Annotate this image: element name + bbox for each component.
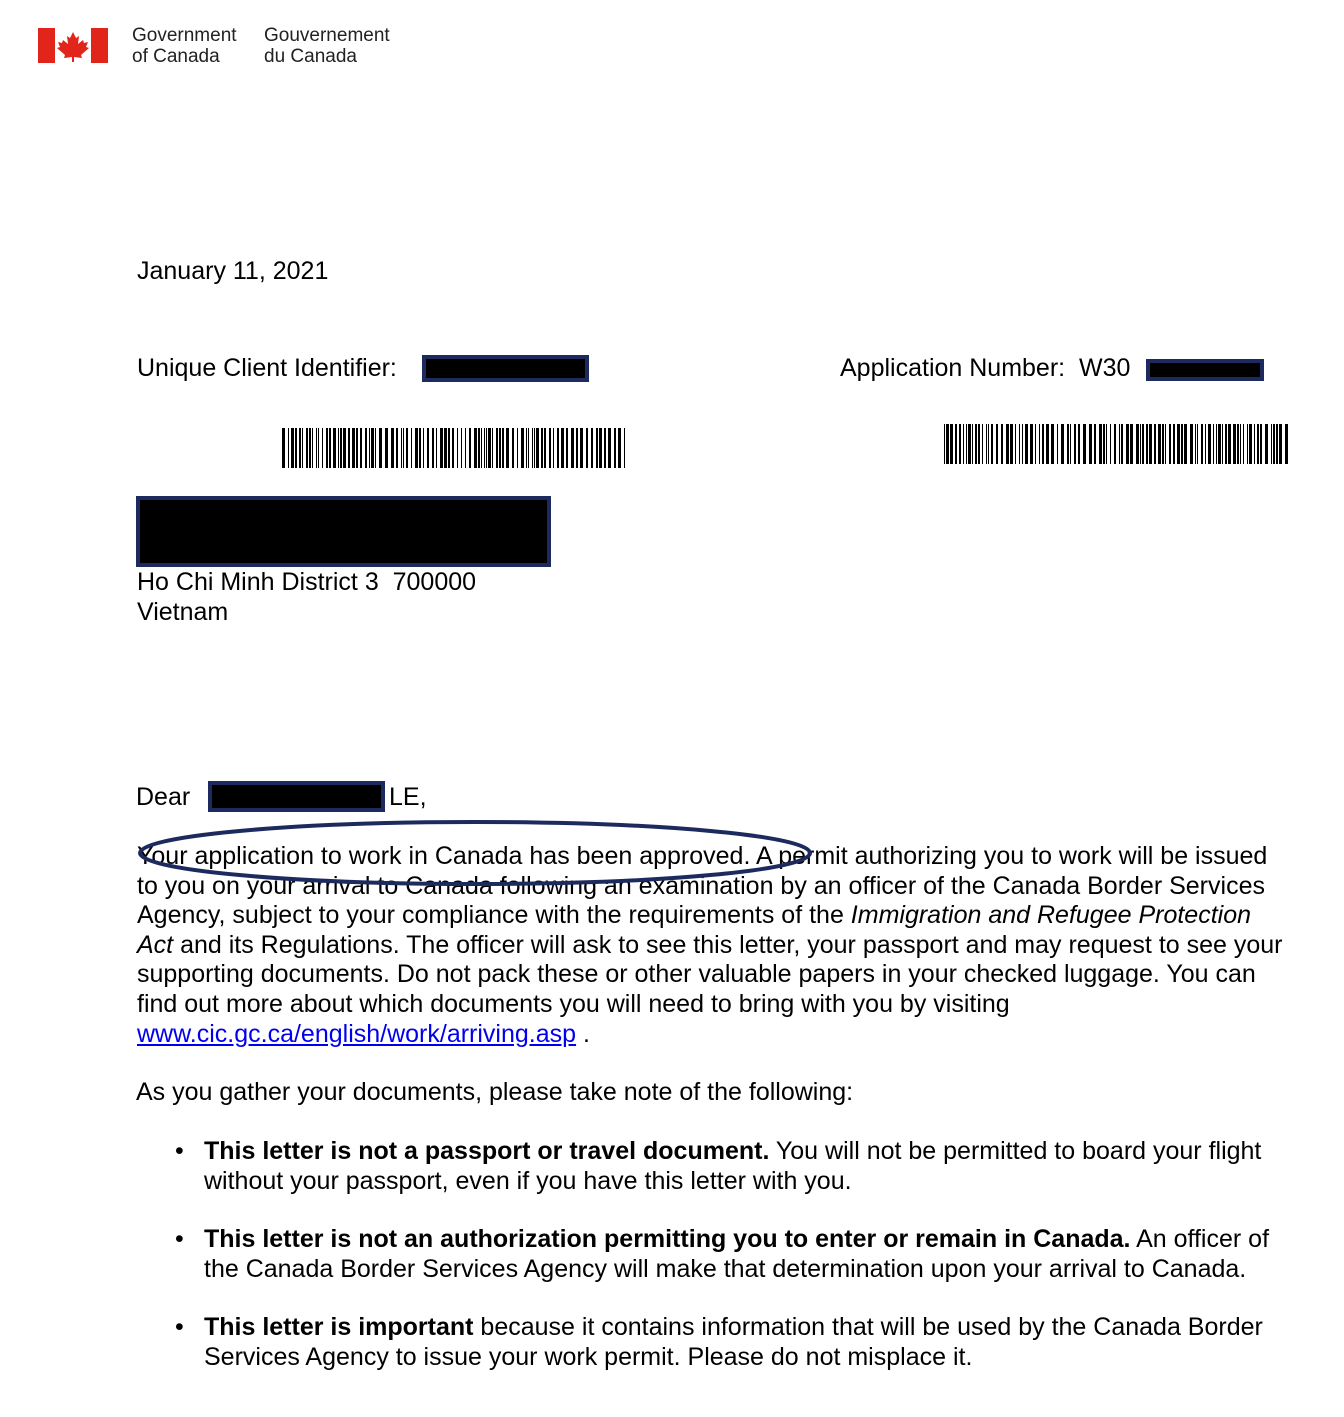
barcode-bar — [1094, 424, 1096, 464]
barcode-bar — [488, 428, 491, 468]
barcode-bar — [326, 428, 328, 468]
letter-date: January 11, 2021 — [137, 257, 329, 285]
barcode-bar — [1110, 424, 1111, 464]
barcode-bar — [1022, 424, 1023, 464]
barcode-bar — [532, 428, 533, 468]
barcode-bar — [1249, 424, 1252, 464]
barcode-bar — [946, 424, 949, 464]
barcode-bar — [944, 424, 945, 464]
barcode-bar — [481, 428, 482, 468]
barcode-bar — [448, 428, 450, 468]
barcode-bar — [1019, 424, 1020, 464]
barcode-bar — [411, 428, 412, 468]
barcode-bar — [1126, 424, 1129, 464]
circle-annotation — [135, 818, 825, 890]
paragraph-end: . — [576, 1019, 590, 1048]
barcode-bar — [436, 428, 437, 468]
barcode-bar — [975, 424, 977, 464]
barcode-bar — [576, 428, 578, 468]
barcode-bar — [1222, 424, 1223, 464]
barcode-bar — [553, 428, 554, 468]
barcode-bar — [295, 428, 297, 468]
barcode-bar — [1233, 424, 1236, 464]
barcode-bar — [1158, 424, 1161, 464]
note-item — [137, 1225, 1287, 1284]
barcode-bar — [1099, 424, 1102, 464]
note-item — [137, 1313, 1287, 1372]
barcode-bar — [329, 428, 331, 468]
barcode-bar — [1162, 424, 1164, 464]
barcode-bar — [1243, 424, 1244, 464]
barcode-bar — [950, 424, 953, 464]
barcode-bar — [966, 424, 967, 464]
barcode-bar — [526, 428, 527, 468]
barcode-bar — [379, 428, 382, 468]
barcode-bar — [1078, 424, 1080, 464]
barcode-bar — [299, 428, 301, 468]
barcode-bar — [282, 428, 285, 468]
note-heading: This letter is not an authorization permitting you to enter or remain in Canada. — [204, 1225, 1131, 1254]
application-number-label-text: Application Number: — [840, 354, 1066, 382]
barcode-bar — [1208, 424, 1211, 464]
barcode-bar — [566, 428, 568, 468]
barcode-bar — [1070, 424, 1071, 464]
barcode-bar — [352, 428, 355, 468]
barcode-bar — [484, 428, 485, 468]
barcode-bar — [369, 428, 370, 468]
application-barcode — [944, 424, 1289, 464]
application-number-prefix: W30 — [1079, 354, 1131, 382]
barcode-bar — [986, 424, 987, 464]
barcode-bar — [1237, 424, 1239, 464]
barcode-bar — [608, 428, 611, 468]
barcode-bar — [486, 428, 487, 468]
bullet-icon: • — [175, 1225, 184, 1254]
barcode-bar — [396, 428, 398, 468]
application-number-redaction — [1146, 359, 1264, 381]
canada-flag-logo — [38, 28, 108, 63]
barcode-bar — [452, 428, 454, 468]
approval-statement: Your application to work in Canada has been approved. — [137, 842, 751, 870]
barcode-bar — [403, 428, 404, 468]
permit-conditions-text: A permit authorizing you to work will be issued to you on your arrival to Canada following an examination by an officer of the Canada Border Services Agency, subject to your compliance with the requirements of the — [137, 842, 1268, 930]
given-name-redaction — [208, 781, 385, 812]
barcode-bar — [557, 428, 559, 468]
barcode-bar — [1121, 424, 1123, 464]
barcode-bar — [343, 428, 346, 468]
barcode-bar — [599, 428, 602, 468]
barcode-bar — [333, 428, 336, 468]
barcode-bar — [1154, 424, 1156, 464]
barcode-bar — [1074, 424, 1076, 464]
bullet-icon: • — [175, 1137, 184, 1165]
barcode-bar — [586, 428, 588, 468]
note-text: An officer of the Canada Border Services Agency will make that determination upon your arrival to Canada. — [204, 1225, 1270, 1283]
barcode-bar — [571, 428, 574, 468]
barcode-bar — [618, 428, 621, 468]
barcode-bar — [478, 428, 480, 468]
barcode-bar — [1130, 424, 1133, 464]
barcode-bar — [534, 428, 535, 468]
barcode-bar — [996, 424, 998, 464]
barcode-bar — [1142, 424, 1144, 464]
barcode-bar — [1083, 424, 1086, 464]
barcode-bar — [1067, 424, 1069, 464]
barcode-bar — [1195, 424, 1196, 464]
barcode-bar — [338, 428, 339, 468]
barcode-bar — [561, 428, 564, 468]
barcode-bar — [1103, 424, 1105, 464]
barcode-bar — [1089, 424, 1092, 464]
officer-instructions-text: and its Regulations. The officer will ask to see this letter, your passport and may request to see your supporting documents. Do not pack these or other valuable papers in your checked luggage. You can find out more about which documents you will need to bring with you by visiting — [137, 930, 1283, 1018]
uci-barcode — [282, 428, 627, 468]
note-text: You will not be permitted to board your flight without your passport, even if you have this letter with you. — [204, 1137, 1262, 1195]
barcode-bar — [1035, 424, 1036, 464]
barcode-bar — [309, 428, 311, 468]
irpa-act-name: Immigration and Refugee Protection Act — [137, 901, 1252, 959]
barcode-bar — [306, 428, 308, 468]
barcode-bar — [1257, 424, 1259, 464]
barcode-bar — [385, 428, 388, 468]
barcode-bar — [591, 428, 593, 468]
barcode-bar — [288, 428, 289, 468]
barcode-bar — [340, 428, 342, 468]
application-number-label — [840, 354, 1130, 384]
barcode-bar — [502, 428, 504, 468]
government-of-canada-en — [132, 25, 237, 67]
barcode-bar — [1225, 424, 1227, 464]
barcode-bar — [406, 428, 408, 468]
address-line2: Vietnam — [137, 597, 229, 626]
barcode-bar — [1201, 424, 1203, 464]
barcode-bar — [1260, 424, 1262, 464]
barcode-bar — [423, 428, 424, 468]
barcode-bar — [1247, 424, 1248, 464]
notes-list — [137, 1137, 1287, 1402]
barcode-bar — [544, 428, 546, 468]
barcode-bar — [1006, 424, 1009, 464]
barcode-bar — [1197, 424, 1198, 464]
salutation-surname: LE, — [389, 783, 427, 811]
barcode-bar — [1213, 424, 1214, 464]
barcode-bar — [1039, 424, 1040, 464]
barcode-bar — [1228, 424, 1231, 464]
barcode-bar — [988, 424, 989, 464]
barcode-bar — [596, 428, 598, 468]
barcode-bar — [1057, 424, 1058, 464]
barcode-bar — [348, 428, 350, 468]
barcode-bar — [492, 428, 493, 468]
barcode-bar — [499, 428, 501, 468]
barcode-bar — [419, 428, 421, 468]
note-item — [137, 1137, 1287, 1196]
barcode-bar — [461, 428, 462, 468]
barcode-bar — [1119, 424, 1120, 464]
maple-leaf-icon — [38, 28, 108, 63]
note-text: because it contains information that will be used by the Canada Border Services Agency to issue your work permit. Please do not misplace it. — [204, 1313, 1263, 1371]
barcode-bar — [1146, 424, 1148, 464]
barcode-bar — [1181, 424, 1183, 464]
barcode-bar — [1173, 424, 1175, 464]
barcode-bar — [415, 428, 418, 468]
barcode-bar — [1218, 424, 1221, 464]
barcode-bar — [302, 428, 303, 468]
barcode-bar — [512, 428, 514, 468]
barcode-bar — [1265, 424, 1268, 464]
barcode-bar — [1190, 424, 1193, 464]
note-heading: This letter is important — [204, 1313, 474, 1342]
barcode-bar — [1114, 424, 1116, 464]
barcode-bar — [1140, 424, 1141, 464]
barcode-bar — [322, 428, 323, 468]
barcode-bar — [432, 428, 434, 468]
barcode-bar — [1273, 424, 1275, 464]
address-line1: Ho Chi Minh District 3 700000 — [137, 568, 477, 596]
documents-intro: As you gather your documents, please take note of the following: — [136, 1078, 854, 1106]
barcode-bar — [624, 428, 625, 468]
barcode-bar — [1149, 424, 1152, 464]
uci-redaction — [422, 355, 589, 382]
barcode-bar — [1015, 424, 1016, 464]
barcode-bar — [955, 424, 957, 464]
address-block — [137, 568, 476, 627]
barcode-bar — [316, 428, 317, 468]
barcode-bar — [312, 428, 313, 468]
barcode-bar — [1001, 424, 1003, 464]
barcode-bar — [1042, 424, 1044, 464]
header-en-line2: of Canada — [132, 46, 220, 67]
barcode-bar — [506, 428, 509, 468]
barcode-bar — [1106, 424, 1107, 464]
barcode-bar — [1240, 424, 1241, 464]
barcode-bar — [982, 424, 983, 464]
barcode-bar — [1010, 424, 1013, 464]
barcode-bar — [1271, 424, 1272, 464]
barcode-bar — [474, 428, 477, 468]
barcode-bar — [549, 428, 551, 468]
barcode-bar — [1061, 424, 1064, 464]
barcode-bar — [1279, 424, 1282, 464]
barcode-bar — [1136, 424, 1139, 464]
name-address-redaction — [136, 496, 551, 567]
barcode-bar — [440, 428, 443, 468]
barcode-bar — [371, 428, 374, 468]
barcode-bar — [1030, 424, 1033, 464]
header-fr-line2: du Canada — [264, 46, 357, 67]
barcode-bar — [541, 428, 543, 468]
government-of-canada-fr — [264, 25, 390, 67]
cic-arriving-link[interactable]: www.cic.gc.ca/english/work/arriving.asp — [137, 1019, 577, 1048]
barcode-bar — [517, 428, 518, 468]
barcode-bar — [972, 424, 973, 464]
barcode-bar — [375, 428, 376, 468]
header-fr-line1: Gouvernement — [264, 25, 390, 46]
barcode-bar — [1051, 424, 1054, 464]
barcode-bar — [963, 424, 964, 464]
barcode-bar — [444, 428, 447, 468]
note-heading: This letter is not a passport or travel document. — [204, 1137, 770, 1165]
barcode-bar — [1169, 424, 1171, 464]
barcode-bar — [291, 428, 294, 468]
barcode-bar — [356, 428, 358, 468]
barcode-bar — [496, 428, 498, 468]
barcode-bar — [604, 428, 606, 468]
barcode-bar — [1046, 424, 1049, 464]
barcode-bar — [457, 428, 458, 468]
uci-label: Unique Client Identifier: — [137, 354, 397, 382]
barcode-bar — [469, 428, 471, 468]
barcode-bar — [528, 428, 529, 468]
barcode-bar — [465, 428, 466, 468]
barcode-bar — [978, 424, 980, 464]
barcode-bar — [1254, 424, 1255, 464]
barcode-bar — [614, 428, 616, 468]
barcode-bar — [1177, 424, 1180, 464]
barcode-bar — [959, 424, 961, 464]
barcode-bar — [365, 428, 367, 468]
salutation-dear: Dear — [136, 783, 191, 811]
barcode-bar — [360, 428, 362, 468]
bullet-icon: • — [175, 1313, 184, 1342]
barcode-bar — [1025, 424, 1028, 464]
barcode-bar — [521, 428, 524, 468]
header-en-line1: Government — [132, 25, 237, 46]
barcode-bar — [401, 428, 402, 468]
barcode-bar — [1165, 424, 1166, 464]
barcode-bar — [1205, 424, 1206, 464]
barcode-bar — [1285, 424, 1288, 464]
barcode-bar — [1184, 424, 1187, 464]
barcode-bar — [1216, 424, 1217, 464]
barcode-bar — [968, 424, 971, 464]
barcode-bar — [580, 428, 583, 468]
barcode-bar — [391, 428, 394, 468]
barcode-bar — [536, 428, 539, 468]
barcode-bar — [427, 428, 429, 468]
barcode-bar — [318, 428, 319, 468]
barcode-bar — [991, 424, 993, 464]
barcode-bar — [1276, 424, 1278, 464]
